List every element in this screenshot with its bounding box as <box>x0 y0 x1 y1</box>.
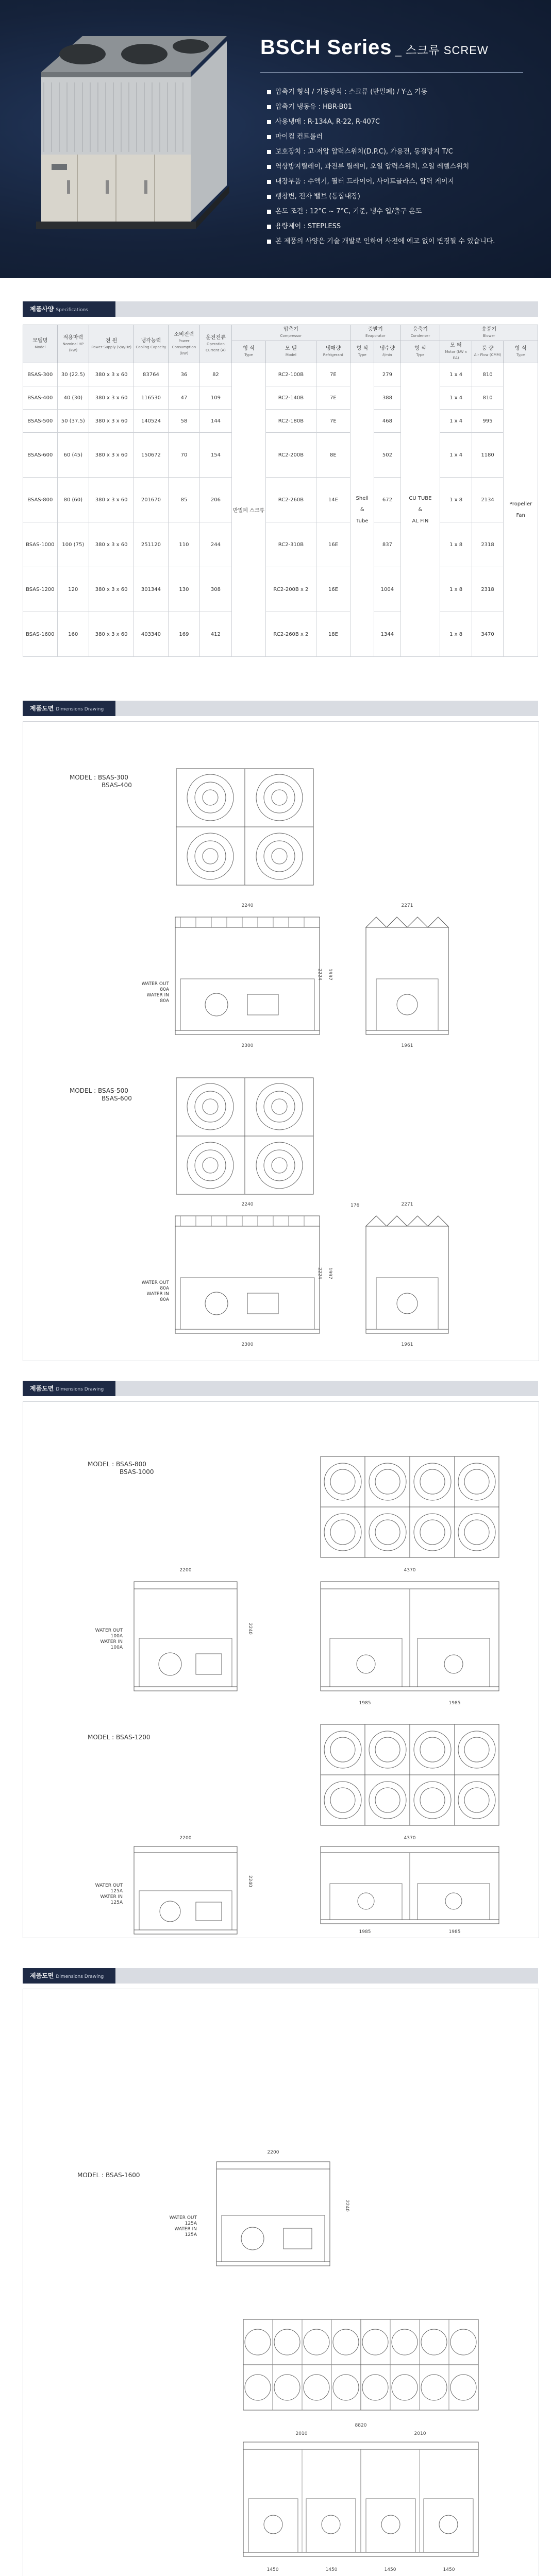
water-labels-d3: WATER OUT 100A WATER IN 100A <box>95 1628 123 1650</box>
front-view-d3 <box>320 1566 500 1716</box>
svg-text:2200: 2200 <box>267 2150 279 2155</box>
svg-text:8820: 8820 <box>355 2423 367 2428</box>
table-row: BSAS-300 30 (22.5) 380 x 3 x 60 83764 36 82 반밀폐 스크류 RC2-100B 7E Shell & Tube 279 CU TUBE & AL FIN 1 x 4 810 Propeller Fan <box>23 363 538 386</box>
dim-height-d4: 2240 <box>247 1875 253 1887</box>
model-label-d4: MODEL : BSAS-1200 <box>88 1734 151 1741</box>
spec-table <box>23 325 538 657</box>
svg-text:2271: 2271 <box>401 903 413 908</box>
col-evap-flow: 냉수량 ℓ/min <box>374 341 400 363</box>
water-labels-d4: WATER OUT 125A WATER IN 125A <box>95 1883 123 1905</box>
dim-subheight-d2: 1997 <box>327 1267 332 1279</box>
model-label-d5: MODEL : BSAS-1600 <box>77 2172 140 2179</box>
svg-text:2200: 2200 <box>179 1568 192 1573</box>
svg-text:1961: 1961 <box>401 1043 413 1048</box>
cond-type-cell: CU TUBE & AL FIN <box>400 363 440 657</box>
dim-top-d2: 176 <box>350 1203 360 1208</box>
feature-item: 압축기 형식 / 기동방식 : 스크류 (반밀폐) / Y-△ 기동 <box>267 88 545 97</box>
top-view-d5 <box>242 2318 479 2411</box>
model-label-d2: MODEL : BSAS-500 BSAS-600 <box>70 1087 132 1102</box>
dim-height-d1: 2224 <box>317 969 322 980</box>
svg-text:1985: 1985 <box>448 1701 461 1706</box>
table-row: BSAS-1200 120 380 x 3 x 60 301344 130 308 RC2-200B x 2 16E 1004 1 x 8 2318 <box>23 567 538 612</box>
table-row: BSAS-1600 160 380 x 3 x 60 403340 169 412 RC2-260B x 2 18E 1344 1 x 8 3470 <box>23 612 538 657</box>
drawing-section-header-2: 제품도면 Dimensions Drawing <box>23 1381 538 1396</box>
col-evaporator: 증발기 Evaporator <box>350 325 400 341</box>
top-view-d2 <box>175 1077 314 1195</box>
svg-text:2300: 2300 <box>241 1342 254 1347</box>
dim-height-d3: 2240 <box>247 1623 253 1635</box>
evap-type-cell: Shell & Tube <box>350 363 374 657</box>
col-condenser: 응축기 Condenser <box>400 325 440 341</box>
col-evap-type: 형 식 Type <box>350 341 374 363</box>
svg-text:2200: 2200 <box>179 1836 192 1841</box>
top-view-d4 <box>320 1723 500 1826</box>
hero-subtitle: _ 스크류 SCREW <box>395 44 489 57</box>
front-view-d2 <box>170 1200 325 1350</box>
svg-text:1961: 1961 <box>401 1342 413 1347</box>
side-view-d2 <box>356 1200 459 1350</box>
table-row: BSAS-500 50 (37.5) 380 x 3 x 60 140524 58 144 RC2-180B 7E 468 1 x 4 995 <box>23 410 538 433</box>
hero-divider <box>260 72 523 73</box>
water-labels-d1: WATER OUT 80A WATER IN 80A <box>141 981 169 1004</box>
svg-text:1985: 1985 <box>359 1701 371 1706</box>
feature-item: 용량제어 : STEPLESS <box>267 222 545 231</box>
feature-item: 온도 조건 : 12°C ~ 7°C, 기준, 냉수 입/출구 온도 <box>267 207 545 216</box>
feature-item: 내장부품 : 수액기, 필터 드라이어, 사이트글라스, 압력 게이지 <box>267 177 545 187</box>
col-power: 전 원 Power Supply (V/ø/Hz) <box>89 325 134 363</box>
model-label-d1: MODEL : BSAS-300 BSAS-400 <box>70 774 132 789</box>
col-cooling: 냉각능력 Cooling Capacity <box>134 325 169 363</box>
table-row: BSAS-400 40 (30) 380 x 3 x 60 116530 47 109 RC2-140B 7E 388 1 x 4 810 <box>23 386 538 410</box>
feature-item: 역상방지릴레이, 과전류 릴레이, 오일 압력스위치, 오일 레벨스위치 <box>267 162 545 172</box>
top-view-d3 <box>320 1455 500 1558</box>
svg-text:2010: 2010 <box>414 2431 426 2436</box>
feature-item: 압축기 냉동유 : HBR-B01 <box>267 103 545 112</box>
feature-item: 보호장치 : 고·저압 압력스위치(D.P.C), 가용전, 동결방지 T/C <box>267 147 545 157</box>
comp-type-cell: 반밀폐 스크류 <box>231 363 266 657</box>
water-labels-d5: WATER OUT 125A WATER IN 125A <box>169 2215 197 2238</box>
fan-type-cell: Propeller Fan <box>504 363 538 657</box>
side-view-d3 <box>129 1566 247 1700</box>
col-refrigerant: 냉매량 Refrigerant <box>316 341 350 363</box>
side-view-d1 <box>356 902 459 1051</box>
dim-subheight-d1: 1997 <box>327 969 332 980</box>
svg-text:2010: 2010 <box>295 2431 308 2436</box>
table-row: BSAS-800 80 (60) 380 x 3 x 60 201670 85 206 RC2-260B 14E 672 1 x 8 2134 <box>23 478 538 522</box>
col-model: 모델명 Model <box>23 325 58 363</box>
svg-text:2271: 2271 <box>401 1202 413 1207</box>
svg-text:1985: 1985 <box>359 1929 371 1935</box>
feature-item: 팽창변, 전자 밸브 (통합내장) <box>267 192 545 201</box>
svg-text:2300: 2300 <box>241 1043 254 1048</box>
dim-width: 2240 <box>241 903 254 908</box>
front-view-d5 <box>242 2421 479 2576</box>
chiller-product-image <box>21 26 237 242</box>
svg-text:4370: 4370 <box>404 1568 416 1573</box>
col-fan-air: 풍 량 Air Flow (CMM) <box>472 341 503 363</box>
front-view-d1 <box>170 902 325 1051</box>
col-hp: 적용마력 Nominal HP (kW) <box>57 325 89 363</box>
side-view-d4 <box>129 1834 247 1937</box>
feature-item: 마이컴 컨트롤러 <box>267 132 545 142</box>
svg-text:2240: 2240 <box>241 1202 254 1207</box>
svg-text:1450: 1450 <box>443 2567 455 2572</box>
water-labels-d2: WATER OUT 80A WATER IN 80A <box>141 1280 169 1302</box>
top-view-d1 <box>175 768 314 886</box>
col-comp-model: 모 델 Model <box>266 341 316 363</box>
dim-height-d5: 2240 <box>344 2200 349 2212</box>
col-compressor: 압축기 Compressor <box>231 325 350 341</box>
col-blower: 송풍기 Blower <box>440 325 538 341</box>
svg-text:4370: 4370 <box>404 1836 416 1841</box>
model-label-d3: MODEL : BSAS-800 BSAS-1000 <box>88 1461 154 1476</box>
drawing-section-header-1: 제품도면 Dimensions Drawing <box>23 701 538 716</box>
drawing-section-header-3: 제품도면 Dimensions Drawing <box>23 1968 538 1984</box>
spec-section-header: 제품사양 Specifications <box>23 301 538 317</box>
col-fan-motor: 모 터 Motor (kW x EA) <box>440 341 472 363</box>
feature-item: 본 제품의 사양은 기술 개발로 인하여 사전에 예고 없이 변경될 수 있습니다. <box>267 237 545 246</box>
svg-text:1450: 1450 <box>266 2567 279 2572</box>
feature-list <box>267 88 545 252</box>
table-row: BSAS-1000 100 (75) 380 x 3 x 60 251120 110 244 RC2-310B 16E 837 1 x 8 2318 <box>23 522 538 567</box>
svg-text:1985: 1985 <box>448 1929 461 1935</box>
svg-text:1450: 1450 <box>384 2567 396 2572</box>
side-view-d5 <box>206 2148 340 2277</box>
col-comp-type: 형 식 Type <box>231 341 266 363</box>
svg-text:1450: 1450 <box>325 2567 338 2572</box>
col-consumption: 소비전력 Power Consumption (kW) <box>168 325 199 363</box>
dim-height-d2: 2224 <box>317 1267 322 1279</box>
feature-item: 사용냉매 : R-134A, R-22, R-407C <box>267 117 545 127</box>
col-current: 운전전류 Operation Current (A) <box>200 325 231 363</box>
hero-banner <box>0 0 551 278</box>
col-fan-type: 형 식 Type <box>504 341 538 363</box>
col-cond-type: 형 식 Type <box>400 341 440 363</box>
hero-title: BSCH Series _ 스크류 SCREW <box>260 36 489 59</box>
table-row: BSAS-600 60 (45) 380 x 3 x 60 150672 70 154 RC2-200B 8E 502 1 x 4 1180 <box>23 433 538 478</box>
front-view-d4 <box>320 1834 500 1937</box>
